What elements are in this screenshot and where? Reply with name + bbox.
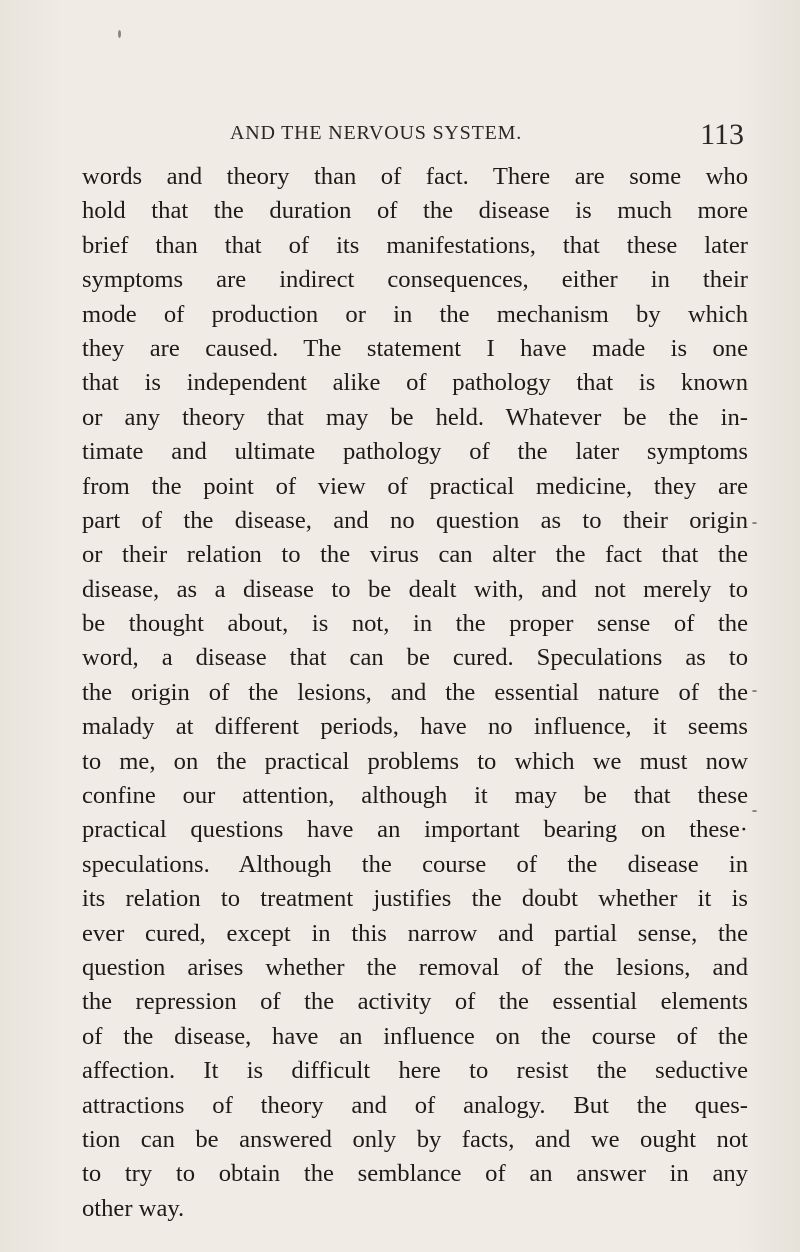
text-line: from the point of view of practical medicine, they are (82, 472, 748, 500)
text-line: they are caused. The statement I have made is one (82, 334, 748, 362)
text-line: affection. It is difficult here to resist the seductive (82, 1057, 748, 1085)
text-line: words and theory than of fact. There are some who (82, 163, 748, 190)
text-line: be thought about, is not, in the proper sense of the (82, 610, 748, 638)
ink-speck (752, 810, 757, 812)
ink-speck (752, 522, 757, 524)
text-line: that is independent alike of pathology that is known (82, 369, 748, 397)
text-line: or any theory that may be held. Whatever be the in- (82, 403, 748, 431)
text-line: the origin of the lesions, and the essential nature of the (82, 678, 748, 706)
text-line: speculations. Although the course of the disease in (82, 850, 748, 878)
text-line: word, a disease that can be cured. Speculations as to (82, 644, 748, 672)
text-line: of the disease, have an influence on the course of the (82, 1022, 748, 1050)
text-line: practical questions have an important bearing on these· (82, 816, 748, 844)
page-number: 113 (700, 118, 744, 151)
text-line: or their relation to the virus can alter the fact that the (82, 541, 748, 569)
running-title: AND THE NERVOUS SYSTEM. (230, 122, 523, 144)
body-text (82, 160, 748, 1226)
text-line: tion can be answered only by facts, and we ought not (82, 1125, 748, 1153)
text-line: the repression of the activity of the essential elements (82, 988, 748, 1016)
text-line: mode of production or in the mechanism by which (82, 300, 748, 328)
text-line: other way. (82, 1194, 185, 1222)
text-line: malady at different periods, have no influence, it seems (82, 713, 748, 741)
text-line: disease, as a disease to be dealt with, and not merely to (82, 575, 748, 603)
text-line: confine our attention, although it may be that these (82, 782, 748, 810)
text-line: symptoms are indirect consequences, either in their (82, 266, 748, 294)
ink-speck (752, 690, 757, 692)
text-line: its relation to treatment justifies the doubt whether it is (82, 885, 748, 913)
text-line: attractions of theory and of analogy. But the ques- (82, 1091, 748, 1119)
text-line: hold that the duration of the disease is much more (82, 197, 748, 225)
text-line: ever cured, except in this narrow and partial sense, the (82, 919, 748, 947)
text-line: to try to obtain the semblance of an answer in any (82, 1160, 748, 1188)
text-line: to me, on the practical problems to which we must now (82, 747, 748, 775)
text-line: question arises whether the removal of the lesions, and (82, 953, 748, 981)
ink-speck (118, 30, 121, 38)
running-head (82, 118, 744, 158)
text-line: part of the disease, and no question as to their origin (82, 506, 748, 534)
text-line: brief than that of its manifestations, that these later (82, 231, 748, 259)
text-line: timate and ultimate pathology of the later symptoms (82, 438, 748, 466)
